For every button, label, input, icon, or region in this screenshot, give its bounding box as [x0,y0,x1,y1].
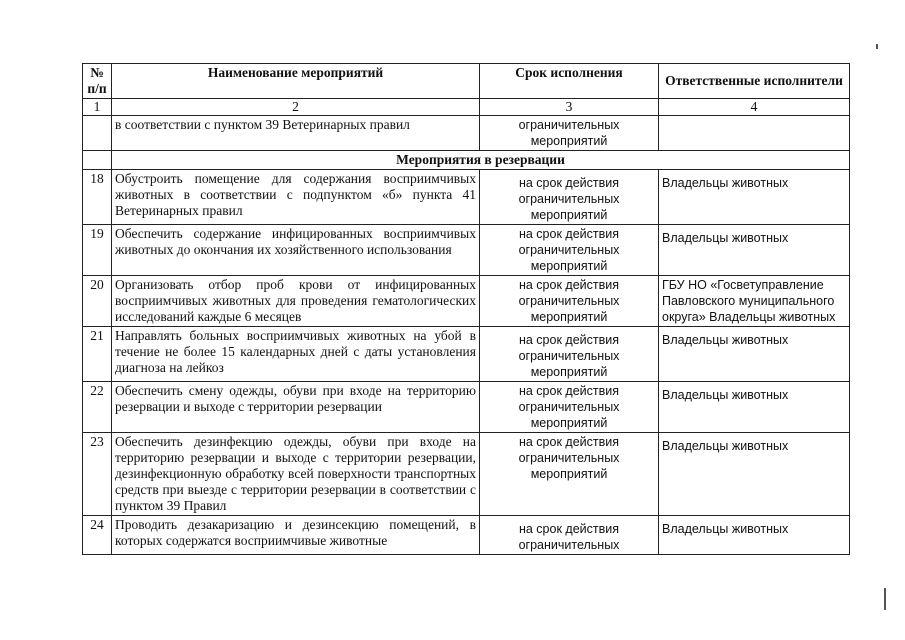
section-row [83,151,850,170]
table-row [83,170,850,225]
row-number: 22 [83,382,112,433]
measure-term: на срок действия ограничительных [480,516,659,555]
header-responsible: Ответственные исполнители [659,64,850,99]
row-number: 24 [83,516,112,555]
measure-responsible [659,116,850,151]
table-row [83,382,850,433]
measure-term: на срок действия ограничительных мероприятий [480,276,659,327]
measure-term: на срок действия ограничительных мероприятий [480,170,659,225]
section-title: Мероприятия в резервации [112,151,850,170]
measure-responsible: Владельцы животных [659,382,850,433]
measure-name: Обустроить помещение для содержания восприимчивых животных в соответствии с подпунктом «б» пункта 41 Ветеринарных правил [112,170,480,225]
measure-responsible: Владельцы животных [659,433,850,516]
measure-name: Направлять больных восприимчивых животных на убой в течение не более 15 календарных дней с даты установления диагноза на лейкоз [112,327,480,382]
table-row [83,225,850,276]
measure-responsible: Владельцы животных [659,516,850,555]
row-number: 18 [83,170,112,225]
measure-term: ограничительных мероприятий [480,116,659,151]
index-cell: 4 [659,99,850,116]
measure-name: Проводить дезакаризацию и дезинсекцию помещений, в которых содержатся восприимчивые животные [112,516,480,555]
row-number: 21 [83,327,112,382]
index-cell: 2 [112,99,480,116]
row-number: 23 [83,433,112,516]
measure-term: на срок действия ограничительных мероприятий [480,225,659,276]
measure-name: Обеспечить дезинфекцию одежды, обуви при входе на территорию резервации и выходе с территории резервации, дезинфекционную обработку всей поверхности транспортных средств при выезде с территории резервации в соответствии с пунктом 39 Правил [112,433,480,516]
table-row [83,433,850,516]
index-cell: 1 [83,99,112,116]
header-num: № п/п [83,64,112,99]
row-number [83,116,112,151]
measure-responsible: Владельцы животных [659,170,850,225]
header-name: Наименование мероприятий [112,64,480,99]
measure-term: на срок действия ограничительных мероприятий [480,382,659,433]
measure-name: в соответствии с пунктом 39 Ветеринарных правил [112,116,480,151]
measure-name: Организовать отбор проб крови от инфицированных восприимчивых животных для проведения гематологических исследований каждые 6 месяцев [112,276,480,327]
measure-term: на срок действия ограничительных мероприятий [480,433,659,516]
measure-responsible: Владельцы животных [659,327,850,382]
scan-artifact [884,588,886,610]
section-spacer [83,151,112,170]
measures-table [82,63,850,555]
measure-responsible: ГБУ НО «Госветуправление Павловского муниципального округа» Владельцы животных [659,276,850,327]
row-number: 19 [83,225,112,276]
index-cell: 3 [480,99,659,116]
header-term: Срок исполнения [480,64,659,99]
measure-name: Обеспечить содержание инфицированных восприимчивых животных до окончания их хозяйственного использования [112,225,480,276]
row-number: 20 [83,276,112,327]
column-index-row [83,99,850,116]
table-row [83,327,850,382]
measure-name: Обеспечить смену одежды, обуви при входе на территорию резервации и выходе с территории резервации [112,382,480,433]
table-row [83,276,850,327]
continuation-row [83,116,850,151]
measure-term: на срок действия ограничительных мероприятий [480,327,659,382]
header-row [83,64,850,99]
table-row [83,516,850,555]
measure-responsible: Владельцы животных [659,225,850,276]
scan-artifact [876,44,878,49]
